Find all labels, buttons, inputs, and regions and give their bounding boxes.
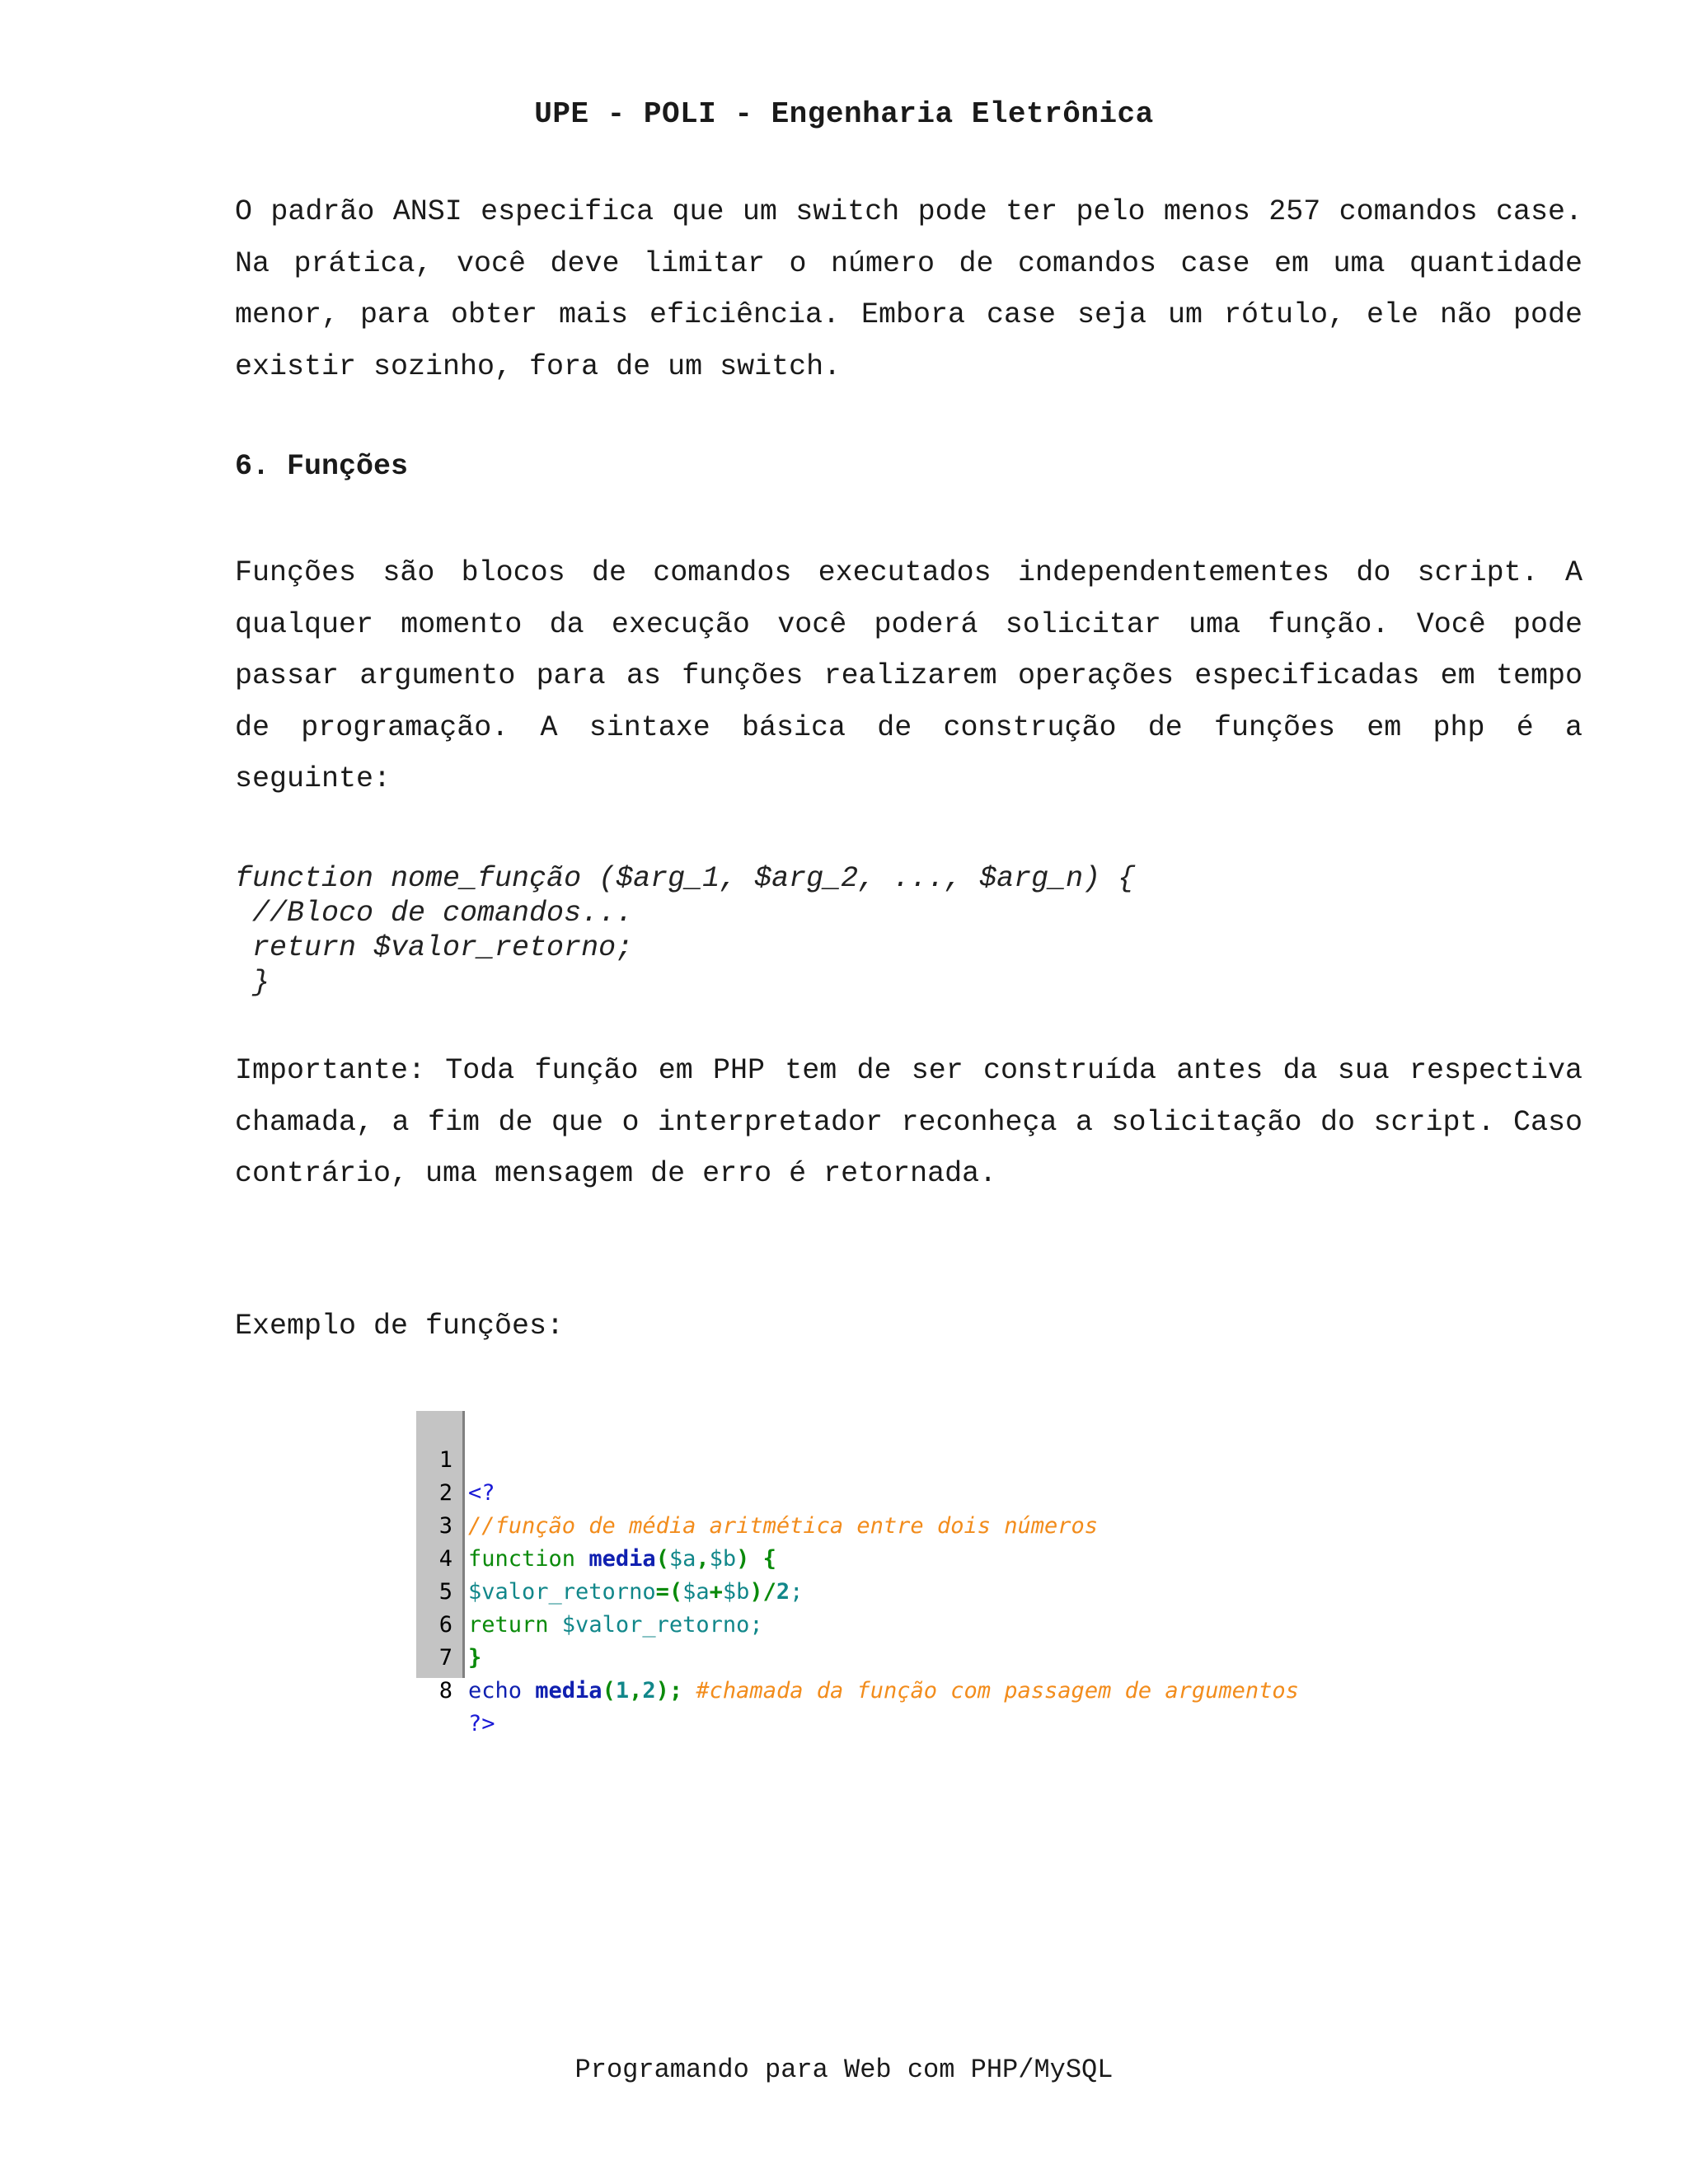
syntax-block	[235, 861, 1135, 1000]
code-line	[416, 1477, 776, 1572]
code-keyword: echo	[468, 1678, 523, 1704]
code-punct: ;	[790, 1579, 804, 1605]
code-punct: (	[655, 1546, 669, 1572]
section-paragraph: Funções são blocos de comandos executados independentementes do script. A qualquer momento da execução você poderá solicitar uma função. Você pode passar argumento para as funções realizarem operações especificadas em tempo de programação. A sintaxe básica de construção de funções em php é a seguinte:	[235, 556, 1582, 795]
syntax-line: function nome_função ($arg_1, $arg_2, ..., $arg_n) {	[235, 862, 1136, 895]
code-text: <?	[468, 1480, 495, 1506]
code-function-name: media	[588, 1546, 656, 1572]
code-variable: $a	[682, 1579, 710, 1605]
code-comment: #chamada da função com passagem de argumentos	[682, 1678, 1299, 1704]
code-variable: $a	[668, 1546, 696, 1572]
line-number: 1	[438, 1447, 452, 1473]
section-heading: 6. Funções	[235, 450, 409, 483]
line-number: 3	[438, 1513, 452, 1539]
code-punct: }	[468, 1645, 482, 1671]
code-punct: {	[749, 1546, 776, 1572]
code-punct: =(	[655, 1579, 683, 1605]
important-paragraph: Importante: Toda função em PHP tem de ser construída antes da sua respectiva chamada, a fim de que o interpretador reconheça a solicitação do script. Caso contrário, uma mensagem de erro é retornada.	[235, 1054, 1582, 1190]
line-number: 5	[438, 1579, 452, 1605]
code-number: 1	[615, 1678, 630, 1704]
code-number: 2	[776, 1579, 790, 1605]
code-punct: (	[602, 1678, 616, 1704]
example-label: Exemplo de funções:	[235, 1310, 565, 1343]
code-variable: $valor_retorno	[468, 1579, 656, 1605]
code-text: ?>	[468, 1711, 495, 1736]
line-number: 7	[438, 1645, 452, 1671]
line-number: 6	[438, 1612, 452, 1638]
code-punct: ,	[696, 1546, 710, 1572]
intro-paragraph: O padrão ANSI especifica que um switch pode ter pelo menos 257 comandos case. Na prática, você deve limitar o número de comandos case em uma quantidade menor, para obter mais eficiência. Embora case seja um rótulo, ele não pode existir sozinho, fora de um switch.	[235, 195, 1582, 383]
syntax-line: return $valor_retorno;	[235, 931, 634, 964]
syntax-line: //Bloco de comandos...	[235, 897, 634, 930]
code-line	[416, 1576, 482, 1671]
code-punct: +	[709, 1579, 723, 1605]
line-number: 8	[438, 1678, 452, 1704]
code-keyword: return	[468, 1612, 549, 1638]
line-number: 2	[438, 1480, 452, 1506]
code-variable: $valor_retorno;	[548, 1612, 763, 1638]
code-comment: //função de média aritmética entre dois números	[468, 1513, 1099, 1539]
code-punct: ,	[629, 1678, 643, 1704]
code-line	[416, 1444, 1099, 1539]
code-function-name: media	[522, 1678, 603, 1704]
syntax-line: }	[235, 966, 270, 999]
code-punct: );	[655, 1678, 683, 1704]
code-line	[416, 1411, 495, 1506]
code-variable: $b	[709, 1546, 737, 1572]
code-listing	[416, 1411, 1389, 1736]
code-punct: )	[736, 1546, 750, 1572]
page-footer: Programando para Web com PHP/MySQL	[574, 2055, 1114, 2085]
code-line	[416, 1642, 495, 1736]
line-number: 4	[438, 1546, 452, 1572]
code-keyword: function	[468, 1546, 576, 1572]
code-number: 2	[642, 1678, 656, 1704]
code-variable: $b	[722, 1579, 750, 1605]
code-punct: )/	[749, 1579, 776, 1605]
page-header: UPE - POLI - Engenharia Eletrônica	[534, 97, 1154, 131]
